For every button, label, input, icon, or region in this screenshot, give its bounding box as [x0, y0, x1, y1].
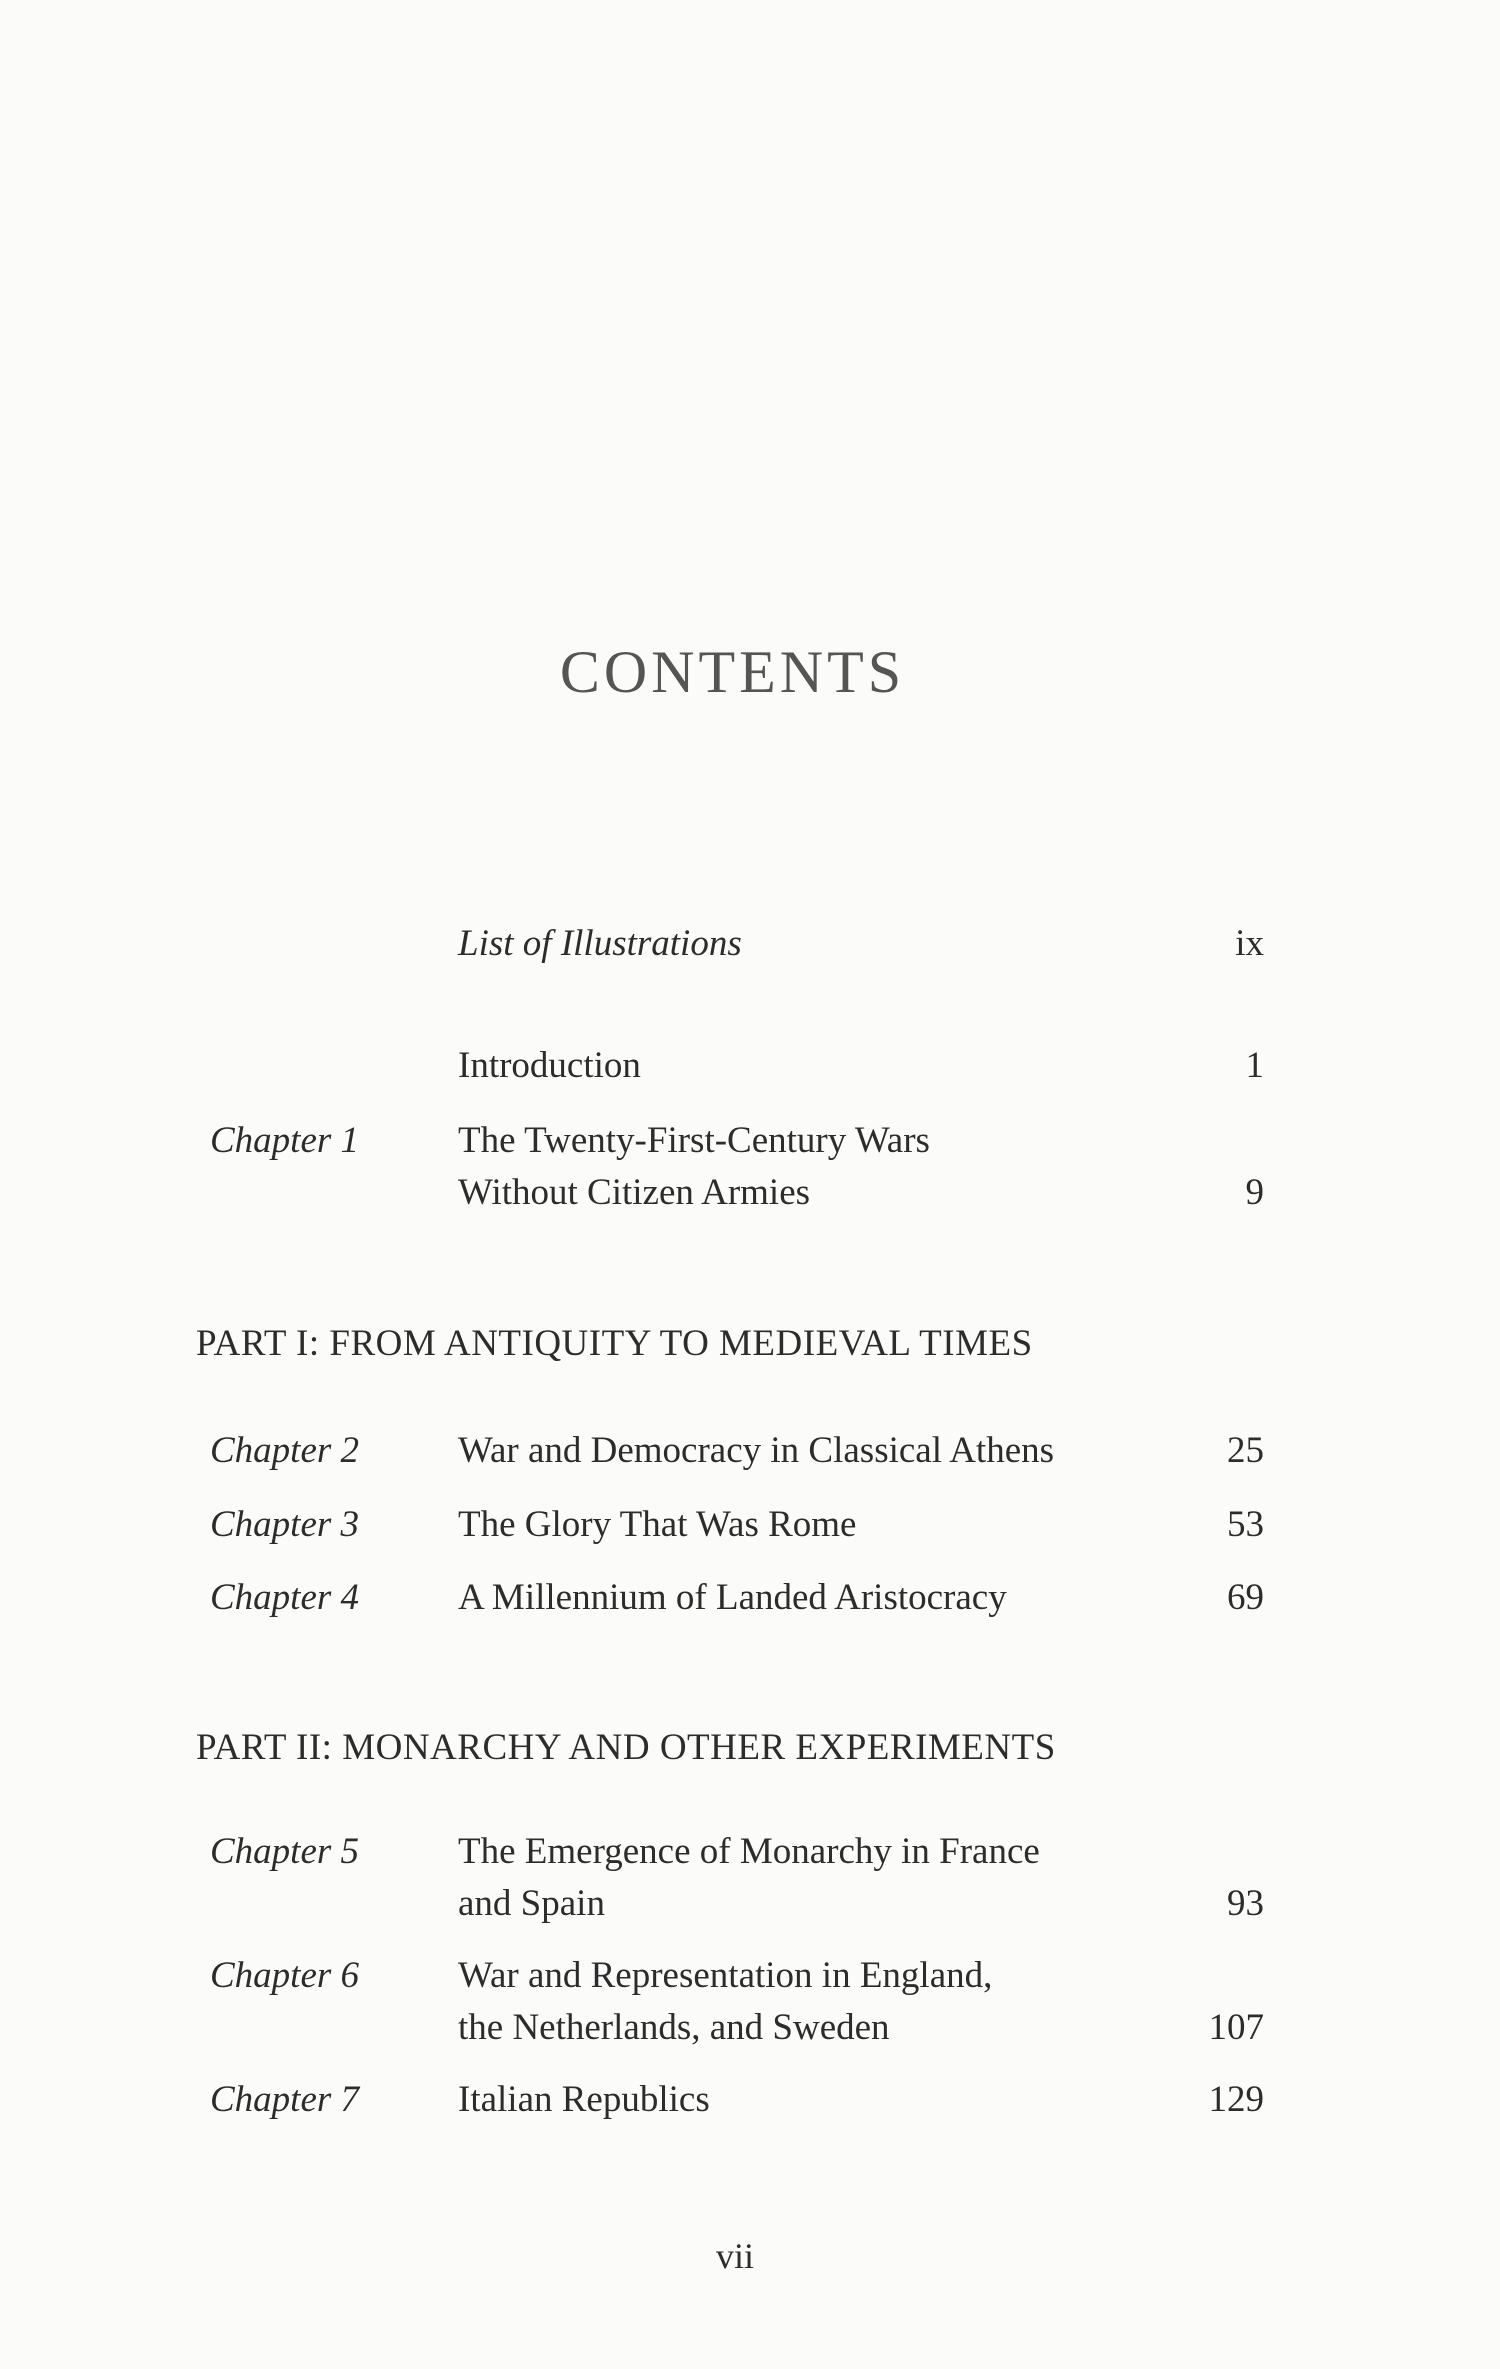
- toc-page-number: 25: [1227, 1430, 1264, 1471]
- toc-page-number: 129: [1208, 2079, 1264, 2120]
- toc-entry-title: Introduction: [458, 1045, 641, 1086]
- toc-entry-title: The Twenty-First-Century Wars Without Citizen Armies: [458, 1120, 930, 1213]
- toc-page-number: 9: [1245, 1172, 1264, 1213]
- chapter-label: Chapter 1: [210, 1120, 360, 1161]
- toc-entry-title: A Millennium of Landed Aristocracy: [458, 1577, 1007, 1618]
- chapter-label: Chapter 5: [210, 1831, 360, 1872]
- chapter-label: Chapter 4: [210, 1577, 360, 1618]
- part-heading: PART II: MONARCHY AND OTHER EXPERIMENTS: [196, 1727, 1056, 1768]
- chapter-label: Chapter 3: [210, 1504, 360, 1545]
- toc-page-number: 69: [1227, 1577, 1264, 1618]
- toc-entry-title: Italian Republics: [458, 2079, 710, 2120]
- toc-page-number: 53: [1227, 1504, 1264, 1545]
- toc-entry-title: The Glory That Was Rome: [458, 1504, 857, 1545]
- page-number: vii: [715, 2236, 754, 2276]
- page-title: CONTENTS: [559, 639, 906, 706]
- chapter-label: Chapter 2: [210, 1430, 360, 1471]
- toc-entry-title: War and Democracy in Classical Athens: [458, 1430, 1055, 1471]
- chapter-label: Chapter 7: [210, 2079, 360, 2120]
- chapter-label: Chapter 6: [210, 1955, 360, 1996]
- toc-entry-title: War and Representation in England, the Netherlands, and Sweden: [458, 1955, 993, 2048]
- toc-page-number: 1: [1245, 1045, 1264, 1086]
- part-heading: PART I: FROM ANTIQUITY TO MEDIEVAL TIMES: [196, 1323, 1033, 1364]
- toc-entry-title: The Emergence of Monarchy in France and Spain: [458, 1831, 1040, 1924]
- toc-entry-title: List of Illustrations: [458, 923, 742, 964]
- toc-page-number: ix: [1235, 923, 1264, 964]
- toc-page-number: 93: [1227, 1883, 1264, 1924]
- toc-page-number: 107: [1208, 2007, 1264, 2048]
